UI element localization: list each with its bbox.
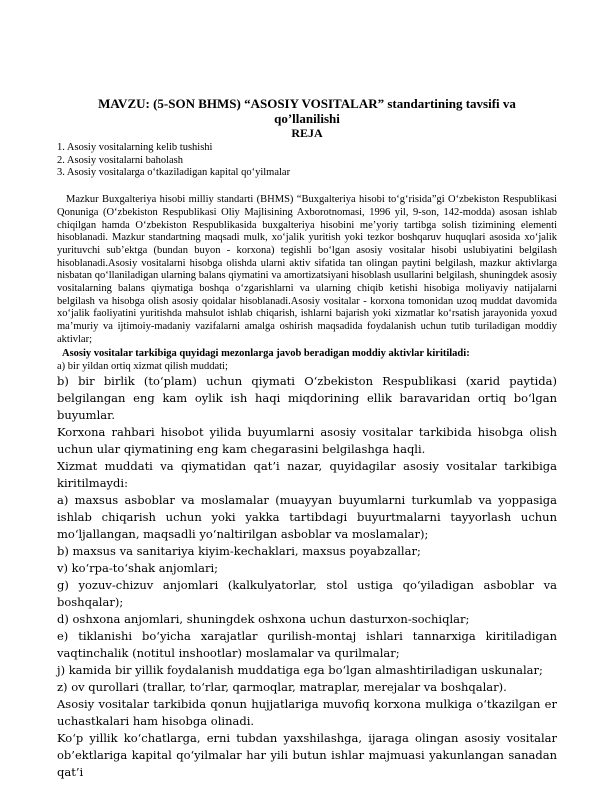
criteria-heading: Asosiy vositalar tarkibiga quyidagi mezonlarga javob beradigan moddiy aktivlar kiritiladi: — [62, 347, 470, 359]
paragraph-12: Asosiy vositalar tarkibida qonun hujjatlariga muvofiq korxona mulkiga o‘tkazilgan er uchastkalari ham hisobga olinadi. — [57, 696, 557, 728]
paragraph-11: z) ov qurollari (trallar, to‘rlar, qarmoqlar, matraplar, merejalar va boshqalar). — [57, 679, 507, 694]
paragraph-5: b) maxsus va sanitariya kiyim-kechaklari, maxsus poyabzallar; — [57, 543, 421, 558]
paragraph-4: a) maxsus asboblar va moslamalar (muayyan buyumlarni turkumlab va yoppasiga ishlab chiqarish uchun yoki yakka tartibdagi buyurtmalarni tayyorlash uchun mo‘ljallangan, maqsadli yo‘naltirilgan asboblar va moslamalar); — [57, 492, 557, 541]
intro-paragraph: Mazkur Buxgalteriya hisobi milliy standarti (BHMS) “Buxgalteriya hisobi to‘g‘risida”gi O‘zbekiston Respublikasi Qonuniga (O‘zbekiston Respublikasi Oliy Majlisining Axborotnomasi, 1996 yil, 9-son, 142-modda) asosan ishlab chiqilgan hamda O‘zbekiston Respublikasida buxgalteriya hisobini me’yoriy tartibga solish tizimining elementi hisoblanadi. Mazkur standartning maqsadi mulk, xo‘jalik yuritish yoki tezkor boshqaruv huquqlari asosida xo‘jalik yurituvchi sub’ektga (bundan buyon - korxona) tegishli bo‘lgan asosiy vositalar hisobi uslubiyatini belgilash hisoblanadi.Asosiy vositalarni hisobga olishda ularni aktiv sifatida tan olingan paytini belgilash, mazkur aktivlarga nisbatan qo‘llaniladigan ularning balans qiymatini va amortizatsiyani hisoblash usullarini belgilash, shuningdek asosiy vositalarning balans qiymatiga boshqa o‘zgarishlarni va ularning chiqib ketishi hisobiga moliyaviy natijalarni belgilash va hisobga olish asosiy qoidalar hisoblanadi.Asosiy vositalar - korxona tomonidan uzoq muddat davomida xo‘jalik faoliyatini yuritishda mahsulot ishlab chiqarish, ishlarni bajarish yoki xizmatlar ko‘rsatish jarayonida yoxud ma’muriy va ijtimoiy-madaniy vazifalarni amalga oshirish maqsadida foydalanish uchun tutib turiladigan moddiy aktivlar; — [57, 194, 557, 345]
plan-item-2: 2. Asosiy vositalarni baholash — [57, 154, 183, 166]
paragraph-3: Xizmat muddati va qiymatidan qat’i nazar, quyidagilar asosiy vositalar tarkibiga kiritilmaydi: — [57, 458, 557, 490]
paragraph-1: b) bir birlik (to‘plam) uchun qiymati O‘zbekiston Respublikasi (xarid paytida) belgilangan eng kam oylik ish haqi miqdorining ellik baravaridan ortiq bo‘lgan buyumlar. — [57, 373, 557, 422]
criteria-item-a: a) bir yildan ortiq xizmat qilish muddati; — [57, 360, 228, 372]
paragraph-9: e) tiklanishi bo‘yicha xarajatlar qurilish-montaj ishlari tannarxiga kiritiladigan vaqtinchalik (notitul inshootlar) moslamalar va qurilmalar; — [57, 628, 557, 660]
paragraph-13: Ko‘p yillik ko‘chatlarga, erni tubdan yaxshilashga, ijaraga olingan asosiy vositalar ob’ektlariga kapital qo‘yilmalar har yili butun ishlar majmuasi yakunlangan sanadan qat’i — [57, 730, 557, 779]
paragraph-8: d) oshxona anjomlari, shuningdek oshxona uchun dasturxon-sochiqlar; — [57, 611, 470, 626]
document-content — [57, 96, 557, 781]
plan-item-3: 3. Asosiy vositalarga o‘tkaziladigan kapital qo‘yilmalar — [57, 167, 291, 179]
paragraph-7: g) yozuv-chizuv anjomlari (kalkulyatorlar, stol ustiga qo‘yiladigan asboblar va boshqalar); — [57, 577, 557, 609]
spacer — [57, 180, 557, 194]
paragraph-2: Korxona rahbari hisobot yilida buyumlarni asosiy vositalar tarkibida hisobga olish uchun ular qiymatining eng kam chegarasini belgilashga haqli. — [57, 424, 557, 456]
plan-heading: REJA — [291, 126, 323, 140]
plan-item-1: 1. Asosiy vositalarning kelib tushishi — [57, 142, 213, 153]
document-title-line-1: MAVZU: (5-SON BHMS) “ASOSIY VOSITALAR” standartining tavsifi va — [98, 96, 516, 111]
paragraph-10: j) kamida bir yillik foydalanish muddatiga ega bo‘lgan almashtiriladigan uskunalar; — [57, 662, 543, 677]
document-title-line-2: qo’llanilishi — [274, 111, 340, 126]
paragraph-6: v) ko‘rpa-to‘shak anjomlari; — [57, 560, 219, 575]
